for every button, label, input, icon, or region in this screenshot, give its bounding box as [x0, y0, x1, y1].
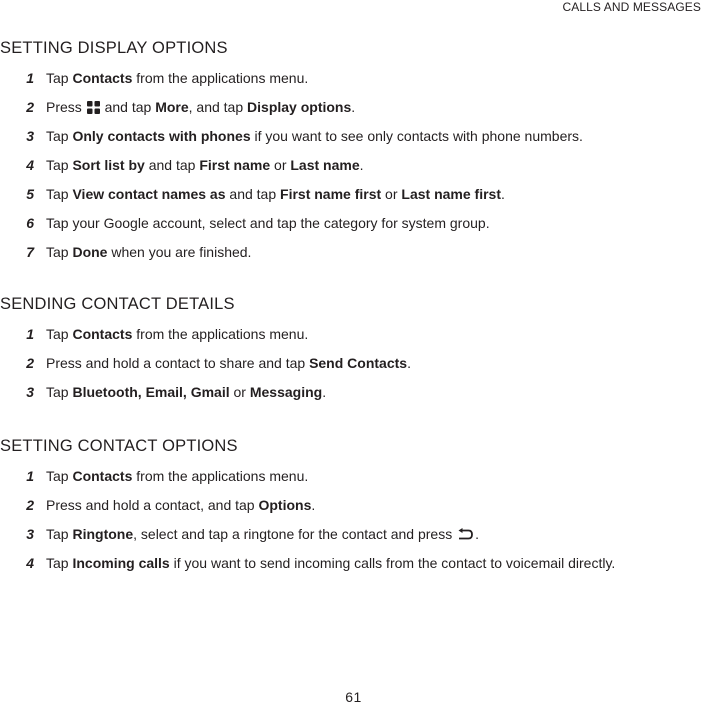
step-text: Tap View contact names as and tap First name first or Last name first.	[46, 186, 505, 202]
keyword: Options	[258, 497, 312, 513]
step-item	[0, 494, 707, 523]
step-text: Press and hold a contact to share and tap Send Contacts.	[46, 355, 411, 371]
step-list	[0, 465, 707, 581]
keyword: Done	[72, 244, 108, 260]
keyword: Messaging	[249, 384, 323, 400]
keyword: Last name	[290, 157, 360, 173]
step-list	[0, 323, 707, 410]
step-item	[0, 154, 707, 183]
keyword: Incoming calls	[72, 555, 170, 571]
step-item	[0, 323, 707, 352]
step-text: Tap Contacts from the applications menu.	[46, 70, 309, 86]
section-contact-options	[0, 435, 707, 581]
step-text: Tap Done when you are finished.	[46, 244, 252, 260]
keyword: Contacts	[72, 468, 133, 484]
page-number: 61	[345, 689, 362, 705]
step-number: 2	[26, 355, 34, 371]
keyword: View contact names as	[72, 186, 226, 202]
section-title: SETTING DISPLAY OPTIONS	[0, 39, 228, 57]
keyword: Only contacts with phones	[72, 128, 251, 144]
keyword: Sort list by	[72, 157, 145, 173]
keyword: Display options	[247, 99, 352, 115]
step-number: 2	[26, 99, 34, 115]
running-header: CALLS AND MESSAGES	[562, 0, 701, 14]
step-number: 3	[26, 128, 34, 144]
keyword: Send Contacts	[309, 355, 408, 371]
keyword: First name	[199, 157, 271, 173]
step-list	[0, 67, 707, 270]
step-item	[0, 212, 707, 241]
keyword: Contacts	[72, 326, 133, 342]
step-number: 1	[26, 70, 34, 86]
step-item	[0, 96, 707, 125]
section-title: SENDING CONTACT DETAILS	[0, 295, 235, 313]
step-number: 4	[26, 555, 34, 571]
step-text: Tap your Google account, select and tap the category for system group.	[46, 215, 490, 231]
step-number: 1	[26, 326, 34, 342]
step-item	[0, 125, 707, 154]
step-text: Tap Bluetooth, Email, Gmail or Messaging.	[46, 384, 327, 400]
step-number: 5	[26, 186, 34, 202]
section-display-options	[0, 37, 707, 270]
step-text: Tap Contacts from the applications menu.	[46, 468, 309, 484]
step-number: 2	[26, 497, 34, 513]
keyword: Ringtone	[72, 526, 134, 542]
step-number: 4	[26, 157, 34, 173]
step-item	[0, 465, 707, 494]
step-text: Press and tap More, and tap Display options.	[46, 96, 355, 120]
keyword: Bluetooth, Email, Gmail	[72, 384, 230, 400]
step-number: 3	[26, 526, 34, 542]
step-item	[0, 183, 707, 212]
step-text: Press and hold a contact, and tap Options.	[46, 497, 316, 513]
step-item	[0, 67, 707, 96]
step-number: 6	[26, 215, 34, 231]
step-text: Tap Only contacts with phones if you want to see only contacts with phone numbers.	[46, 128, 583, 144]
step-text: Tap Contacts from the applications menu.	[46, 326, 309, 342]
menu-grid-icon	[87, 98, 100, 120]
step-item	[0, 241, 707, 270]
keyword: Contacts	[72, 70, 133, 86]
step-number: 7	[26, 244, 34, 260]
keyword: Last name first	[401, 186, 501, 202]
step-text: Tap Incoming calls if you want to send incoming calls from the contact to voicemail directly.	[46, 555, 616, 571]
step-number: 1	[26, 468, 34, 484]
step-text: Tap Sort list by and tap First name or Last name.	[46, 157, 364, 173]
step-item	[0, 552, 707, 581]
keyword: First name first	[280, 186, 382, 202]
step-item	[0, 523, 707, 552]
step-number: 3	[26, 384, 34, 400]
step-item	[0, 381, 707, 410]
step-item	[0, 352, 707, 381]
back-arrow-icon	[457, 525, 474, 547]
keyword: More	[155, 99, 189, 115]
step-text: Tap Ringtone, select and tap a ringtone for the contact and press .	[46, 523, 479, 547]
section-sending-contact-details	[0, 293, 707, 410]
section-title: SETTING CONTACT OPTIONS	[0, 437, 238, 455]
